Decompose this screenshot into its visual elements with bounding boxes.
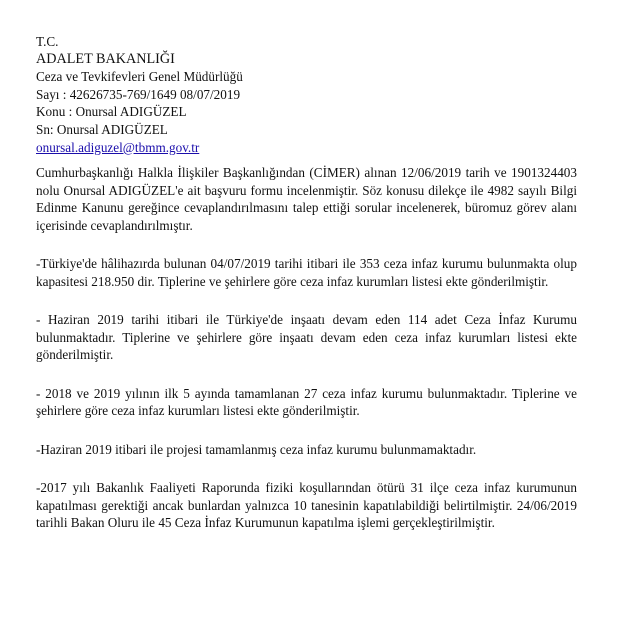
paragraph-under-construction: - Haziran 2019 tarihi itibari ile Türkiye'de inşaatı devam eden 114 adet Ceza İnfaz Kurumu bulunmaktadır. Tiplerine ve şehirlere göre inşaatı devam eden ceza infaz kurumları listesi ekte gönderilmiştir. bbox=[36, 312, 577, 362]
paragraph-current-prisons: -Türkiye'de hâlihazırda bulunan 04/07/2019 tarihi itibari ile 353 ceza infaz kurumu bulunmakta olup kapasitesi 218.950 dir. Tiplerine ve şehirlere göre ceza infaz kurumları listesi ekte gönderilmiştir. bbox=[36, 256, 577, 289]
reference-number: Sayı : 42626735-769/1649 08/07/2019 bbox=[36, 86, 241, 102]
subject-line: Konu : Onursal ADIGÜZEL bbox=[36, 104, 187, 120]
letter-header bbox=[36, 33, 243, 156]
paragraph-closures: -2017 yılı Bakanlık Faaliyeti Raporunda fiziki koşullarından ötürü 31 ilçe ceza infaz kurumunun kapatılması gerektiği ancak bunlardan yalnızca 10 tanesinin kapatılabildiği belirtilmiştir. 24/06/2019 tarihli Bakan Oluru ile 45 Ceza İnfaz Kurumunun kapatılma işlemi gerçekleştirilmiştir. bbox=[36, 480, 577, 530]
letter-body bbox=[36, 164, 577, 553]
paragraph-projects: -Haziran 2019 itibari ile projesi tamamlanmış ceza infaz kurumu bulunmamaktadır. bbox=[36, 441, 477, 457]
paragraph-completed: - 2018 ve 2019 yılının ilk 5 ayında tamamlanan 27 ceza infaz kurumu bulunmaktadır. Tiplerine ve şehirlere göre ceza infaz kurumları listesi ekte gönderilmiştir. bbox=[36, 385, 577, 418]
ministry-name: ADALET BAKANLIĞI bbox=[36, 50, 175, 67]
tc-label: T.C. bbox=[36, 34, 59, 49]
recipient-line: Sn: Onursal ADIGÜZEL bbox=[36, 121, 168, 137]
department-name: Ceza ve Tevkifevleri Genel Müdürlüğü bbox=[36, 69, 243, 85]
paragraph-intro: Cumhurbaşkanlığı Halkla İlişkiler Başkanlığından (CİMER) alınan 12/06/2019 tarih ve 1901324403 nolu Onursal ADIGÜZEL'e ait başvuru formu incelenmiştir. Söz konusu dilekçe ile 4982 sayılı Bilgi Edinme Kanunu gereğince cevaplandırılmasını talep ettiği sorular incelenerek, büromuz görev alanı içerisinde cevaplandırılmıştır. bbox=[36, 165, 577, 233]
recipient-email-link[interactable]: onursal.adiguzel@tbmm.gov.tr bbox=[36, 139, 200, 155]
